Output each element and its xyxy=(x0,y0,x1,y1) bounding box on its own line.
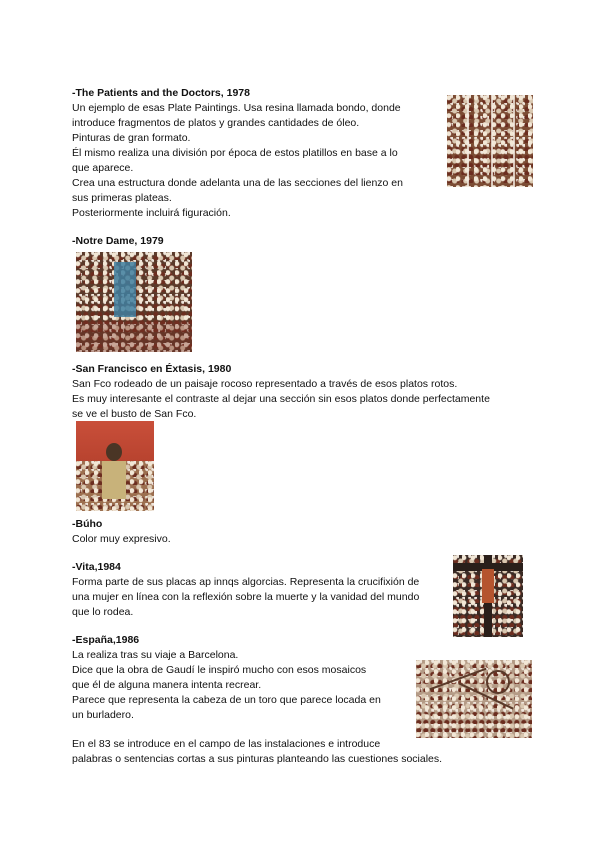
artwork-patients-image xyxy=(447,95,533,187)
text-line: Parece que representa la cabeza de un toro que parece locada en xyxy=(72,694,381,706)
text-line: sus primeras plateas. xyxy=(72,192,172,204)
section-title: -San Francisco en Éxtasis, 1980 xyxy=(72,363,232,375)
text-line: se ve el busto de San Fco. xyxy=(72,408,197,420)
section-title: -Notre Dame, 1979 xyxy=(72,235,164,247)
section-espana xyxy=(72,633,405,723)
text-line: Posteriormente incluirá figuración. xyxy=(72,207,231,219)
text-line: Color muy expresivo. xyxy=(72,533,171,545)
artwork-vita-image xyxy=(453,555,523,637)
section-patients xyxy=(72,86,438,221)
artwork-notre-dame-image xyxy=(76,252,192,352)
section-title: -Búho xyxy=(72,518,103,530)
section-notre-dame xyxy=(72,234,164,249)
artwork-san-francisco-image xyxy=(76,421,154,511)
text-line: que él de alguna manera intenta recrear. xyxy=(72,679,262,691)
text-line: introduce fragmentos de platos y grandes cantidades de óleo. xyxy=(72,117,360,129)
text-line: Pinturas de gran formato. xyxy=(72,132,191,144)
section-san-francisco xyxy=(72,362,532,422)
section-buho xyxy=(72,517,171,547)
text-line: La realiza tras su viaje a Barcelona. xyxy=(72,649,239,661)
text-line: Un ejemplo de esas Plate Paintings. Usa resina llamada bondo, donde xyxy=(72,102,401,114)
section-title: -Vita,1984 xyxy=(72,561,121,573)
text-line: Dice que la obra de Gaudí le inspiró mucho con esos mosaicos xyxy=(72,664,367,676)
section-title: -España,1986 xyxy=(72,634,140,646)
text-line: que lo rodea. xyxy=(72,606,134,618)
section-vita xyxy=(72,560,442,620)
text-line: Crea una estructura donde adelanta una de las secciones del lienzo en xyxy=(72,177,403,189)
text-line: una mujer en línea con la reflexión sobre la muerte y la vanidad del mundo xyxy=(72,591,420,603)
text-line: Él mismo realiza una división por época de estos platillos en base a lo xyxy=(72,147,398,159)
text-line: palabras o sentencias cortas a sus pinturas planteando las cuestiones sociales. xyxy=(72,753,443,765)
text-line: un burladero. xyxy=(72,709,134,721)
section-title: -The Patients and the Doctors, 1978 xyxy=(72,87,250,99)
artwork-espana-image xyxy=(416,660,532,738)
text-line: Forma parte de sus placas ap innqs algorcias. Representa la crucifixión de xyxy=(72,576,420,588)
text-line: Es muy interesante el contraste al dejar una sección sin esos platos donde perfectamente xyxy=(72,393,490,405)
closing-paragraph xyxy=(72,737,542,767)
text-line: que aparece. xyxy=(72,162,134,174)
text-line: San Fco rodeado de un paisaje rocoso representado a través de esos platos rotos. xyxy=(72,378,458,390)
text-line: En el 83 se introduce en el campo de las instalaciones e introduce xyxy=(72,738,381,750)
